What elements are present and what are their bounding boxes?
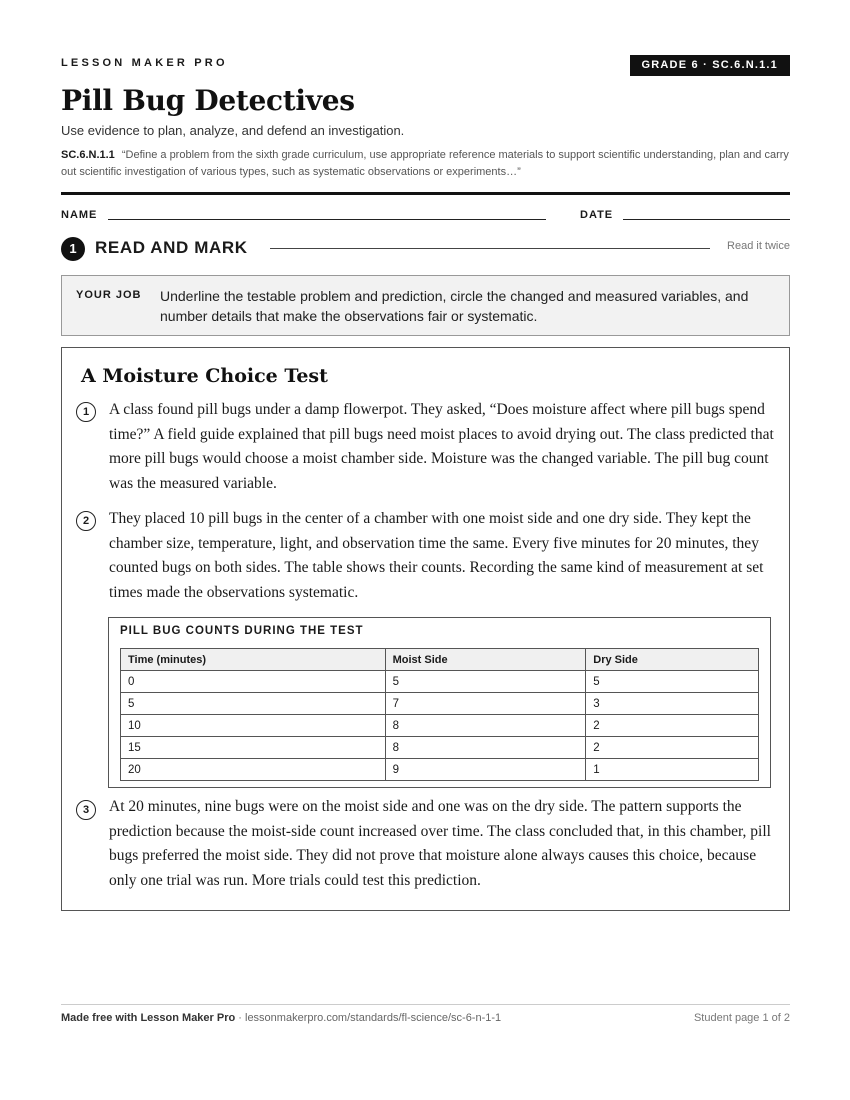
table-cell: 10 [121,715,386,737]
page-subtitle: Use evidence to plan, analyze, and defend an investigation. [61,123,405,138]
section-number-badge: 1 [61,237,85,261]
date-field[interactable] [623,219,790,220]
footer-page-number: Student page 1 of 2 [693,1012,790,1024]
grade-badge: GRADE 6 · SC.6.N.1.1 [630,55,790,76]
reading-title: A Moisture Choice Test [81,365,328,387]
table-caption: PILL BUG COUNTS DURING THE TEST [120,625,364,637]
section-divider [270,248,710,249]
table-header-cell: Time (minutes) [121,649,386,671]
table-cell: 20 [121,759,386,781]
paragraph-2: They placed 10 pill bugs in the center of a chamber with one moist side and one dry side. They kept the chamber size, temperature, light, and observation time the same. Every five minutes for 20 minutes, they counted bugs on both sides. The table shows their counts. Recording the same kind of measurement at set times made the observations systematic. [109,510,764,601]
pill-bug-counts-table [120,648,759,781]
job-text: Underline the testable problem and prediction, circle the changed and measured variables, and number details that make the observations fair or systematic. [160,288,749,324]
table-cell: 0 [121,671,386,693]
standard-text: “Define a problem from the sixth grade curriculum, use appropriate reference materials to support scientific understanding, plan and carry out scientific investigation of various types, such as systematic observations or experiments…” [61,149,789,178]
footer-divider [61,1004,790,1005]
paragraph-number-1: 1 [76,402,96,422]
footer-separator: · [235,1012,245,1024]
standard-code: SC.6.N.1.1 [61,149,115,161]
name-field[interactable] [108,219,546,220]
page-title: Pill Bug Detectives [61,84,355,117]
table-cell: 5 [121,693,386,715]
date-label: DATE [580,209,614,221]
brand-name: LESSON MAKER PRO [61,57,228,69]
footer-made-with: Made free with Lesson Maker Pro [61,1012,236,1024]
name-label: NAME [61,209,98,221]
table-header-cell: Moist Side [385,649,586,671]
table-row [121,693,759,715]
footer-credit [61,1012,501,1024]
data-table-box [108,617,771,788]
standard-description [61,147,790,181]
paragraph-1: A class found pill bugs under a damp flowerpot. They asked, “Does moisture affect where pill bugs spend time?” A field guide explained that pill bugs need moist places to avoid drying out. The class predicted that more pill bugs would choose a moist chamber side. Moisture was the changed variable. The pill bug count was the measured variable. [109,401,774,492]
table-row [121,715,759,737]
table-cell: 2 [586,715,759,737]
reading-passage [61,347,790,911]
paragraph-number-3: 3 [76,800,96,820]
job-instructions-box [61,275,790,336]
paragraph-3: At 20 minutes, nine bugs were on the moist side and one was on the dry side. The pattern supports the prediction because the moist-side count increased over time. The class concluded that, in this chamber, pill bugs preferred the moist side. They did not prove that moisture alone always causes this choice, because only one trial was run. More trials could test this prediction. [109,798,771,889]
table-cell: 8 [385,737,586,759]
job-label: YOUR JOB [76,289,142,301]
paragraph-number-2: 2 [76,511,96,531]
table-cell: 5 [586,671,759,693]
section-note: Read it twice [727,240,790,252]
table-cell: 9 [385,759,586,781]
table-header-cell: Dry Side [586,649,759,671]
table-cell: 2 [586,737,759,759]
table-cell: 1 [586,759,759,781]
table-header-row [121,649,759,671]
table-row [121,737,759,759]
table-row [121,671,759,693]
header-divider [61,192,790,195]
table-cell: 3 [586,693,759,715]
table-row [121,759,759,781]
table-cell: 5 [385,671,586,693]
table-cell: 15 [121,737,386,759]
footer-url[interactable]: lessonmakerpro.com/standards/fl-science/sc-6-n-1-1 [245,1012,502,1024]
section-title: READ AND MARK [95,238,248,257]
table-cell: 7 [385,693,586,715]
table-cell: 8 [385,715,586,737]
